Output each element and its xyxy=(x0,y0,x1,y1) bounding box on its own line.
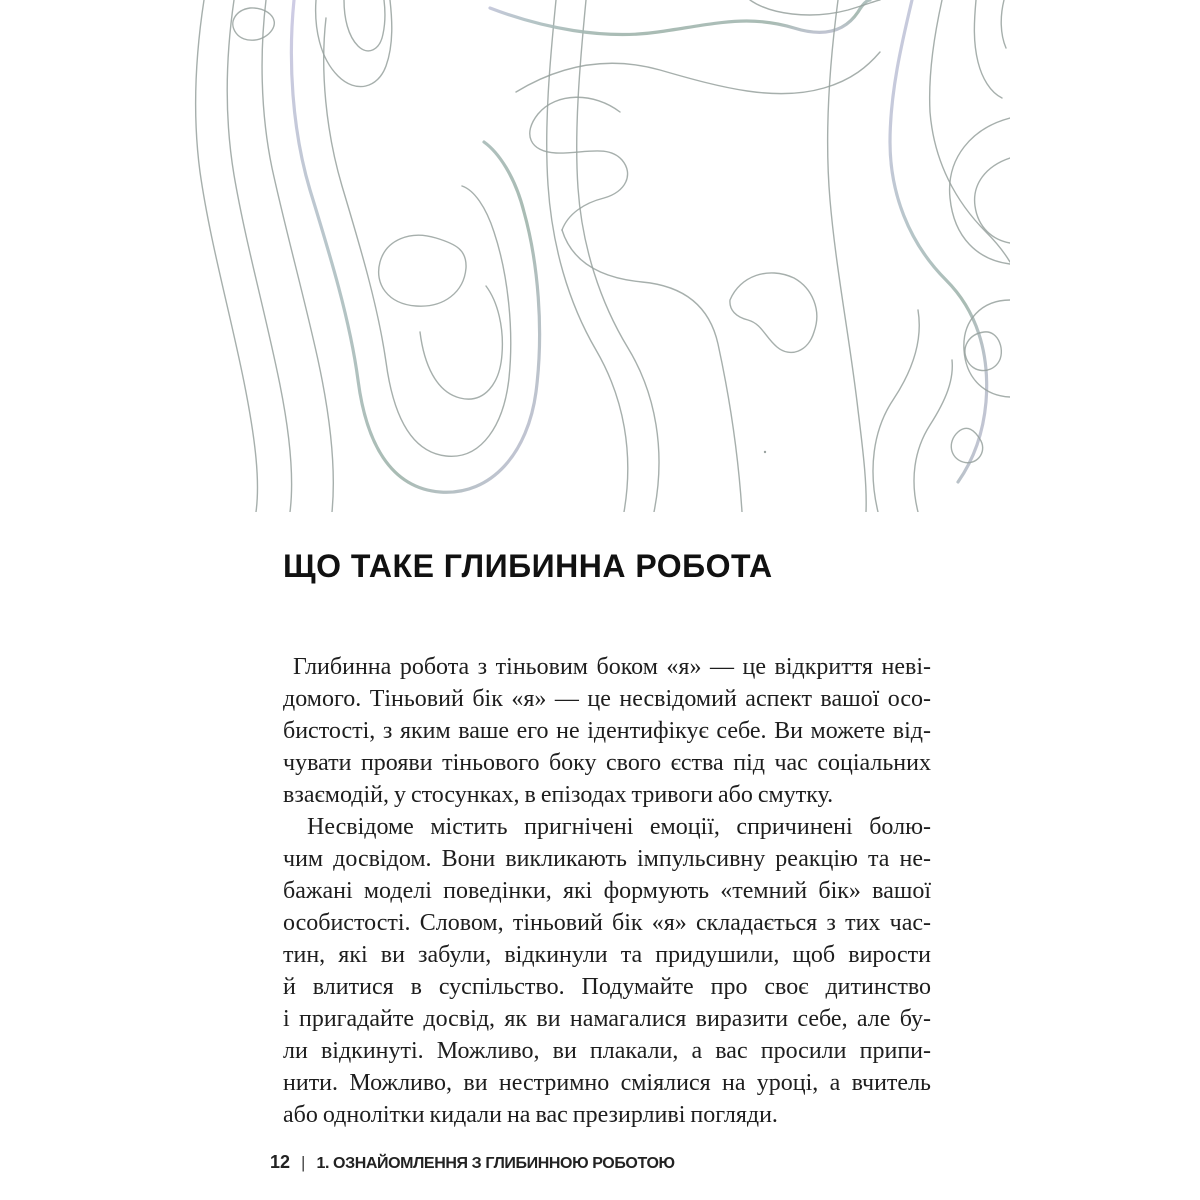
contour-artwork xyxy=(190,0,1010,512)
body-line: бистості, з яким ваше его не ідентифікує себе. Ви можете від- xyxy=(283,718,931,744)
body-line: тин, які ви забули, відкинули та придушили, щоб вирости xyxy=(283,942,931,968)
page-number: 12 xyxy=(270,1152,291,1172)
running-footer xyxy=(270,1152,675,1173)
body-text xyxy=(283,651,931,1131)
body-line: чувати прояви тіньового боку свого єства під час соціальних xyxy=(283,750,931,776)
body-line: нити. Можливо, ви нестримно сміялися на уроці, а вчитель xyxy=(283,1070,931,1096)
body-line: особистості. Словом, тіньовий бік «я» складається з тих час- xyxy=(283,910,931,936)
chapter-running-title: 1. ОЗНАЙОМЛЕННЯ З ГЛИБИННОЮ РОБОТОЮ xyxy=(316,1155,675,1172)
body-line: й влитися в суспільство. Подумайте про своє дитинство xyxy=(283,974,931,1000)
body-line: Несвідоме містить пригнічені емоції, спричинені болю- xyxy=(307,814,931,840)
body-line: і пригадайте досвід, як ви намагалися виразити себе, але бу- xyxy=(283,1006,931,1032)
contour-lines xyxy=(196,0,1010,512)
body-line: Глибинна робота з тіньовим боком «я» — це відкриття неві- xyxy=(293,654,931,680)
body-line: взаємодій, у стосунках, в епізодах тривоги або смутку. xyxy=(283,782,834,808)
page-title: ЩО ТАКЕ ГЛИБИННА РОБОТА xyxy=(283,548,773,584)
body-line: домого. Тіньовий бік «я» — це несвідомий аспект вашої осо- xyxy=(283,686,931,712)
body-line: чим досвідом. Вони викликають імпульсивну реакцію та не- xyxy=(283,846,931,872)
body-line: бажані моделі поведінки, які формують «темний бік» вашої xyxy=(283,878,931,904)
footer-separator: | xyxy=(301,1153,306,1172)
body-line: або однолітки кидали на вас презирливі погляди. xyxy=(283,1102,778,1128)
body-line: ли відкинуті. Можливо, ви плакали, а вас просили припи- xyxy=(283,1038,931,1064)
